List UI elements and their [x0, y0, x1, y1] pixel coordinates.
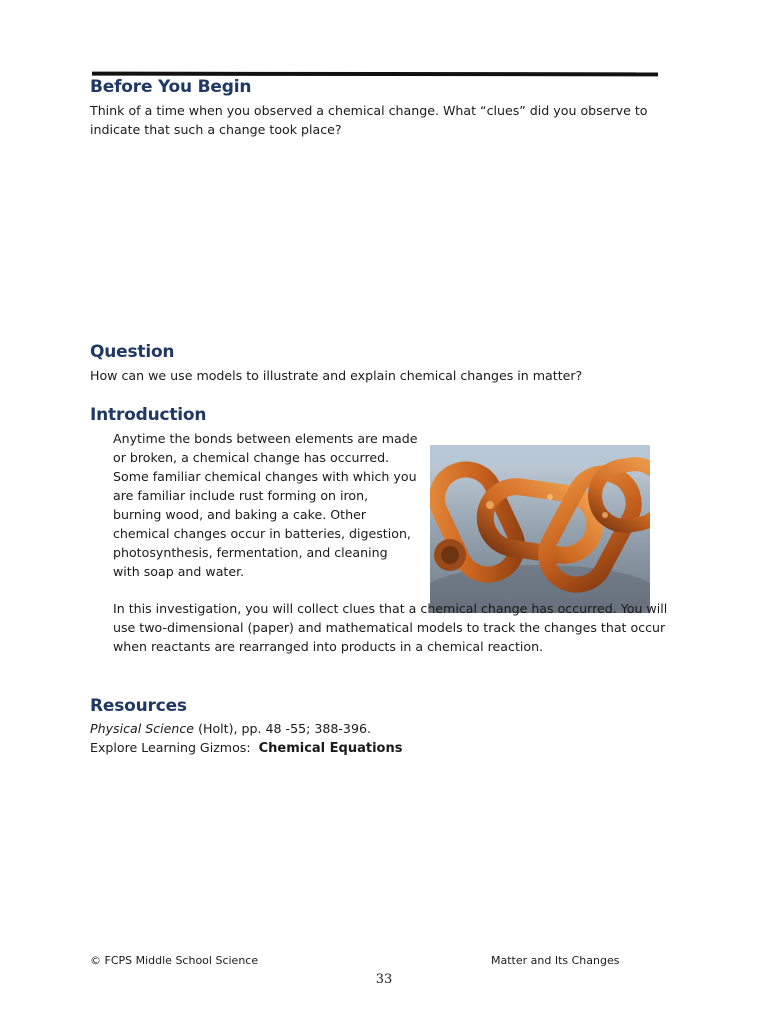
resource-gizmo-prefix: Explore Learning Gizmos:: [90, 740, 259, 755]
resource-book-pages: (Holt), pp. 48 -55; 388-396.: [194, 721, 371, 736]
introduction-heading: Introduction: [90, 405, 207, 425]
before-you-begin-heading: Before You Begin: [90, 77, 252, 97]
before-you-begin-text: Think of a time when you observed a chemical change. What “clues” did you observe to indicate that such a change took place?: [90, 103, 648, 137]
footer-unit-title: Matter and Its Changes: [491, 954, 620, 967]
rusty-chain-photo: [430, 445, 650, 613]
introduction-paragraph-1: Anytime the bonds between elements are made or broken, a chemical change has occurred. Some familiar chemical changes with which you are familiar include rust forming on iron, burning wood, and baking a cake. Other chemical changes occur in batteries, digestion, photosynthesis, fermentation, and cleaning with soap and water.: [113, 431, 418, 579]
resource-book-title: Physical Science: [90, 721, 195, 736]
top-rule: [92, 72, 658, 77]
question-heading: Question: [90, 342, 175, 362]
introduction-paragraph-2: In this investigation, you will collect clues that a chemical change has occurred. You will use two-dimensional (paper) and mathematical models to track the changes that occur when reactants are rearranged into products in a chemical reaction.: [113, 601, 668, 654]
resources-heading: Resources: [90, 696, 187, 716]
question-text: How can we use models to illustrate and explain chemical changes in matter?: [90, 368, 583, 383]
page-number: 33: [375, 972, 393, 987]
resource-gizmo: [90, 738, 690, 758]
resource-gizmo-name: Chemical Equations: [258, 741, 403, 756]
footer-copyright: © FCPS Middle School Science: [90, 954, 259, 967]
resource-book: [90, 719, 690, 738]
